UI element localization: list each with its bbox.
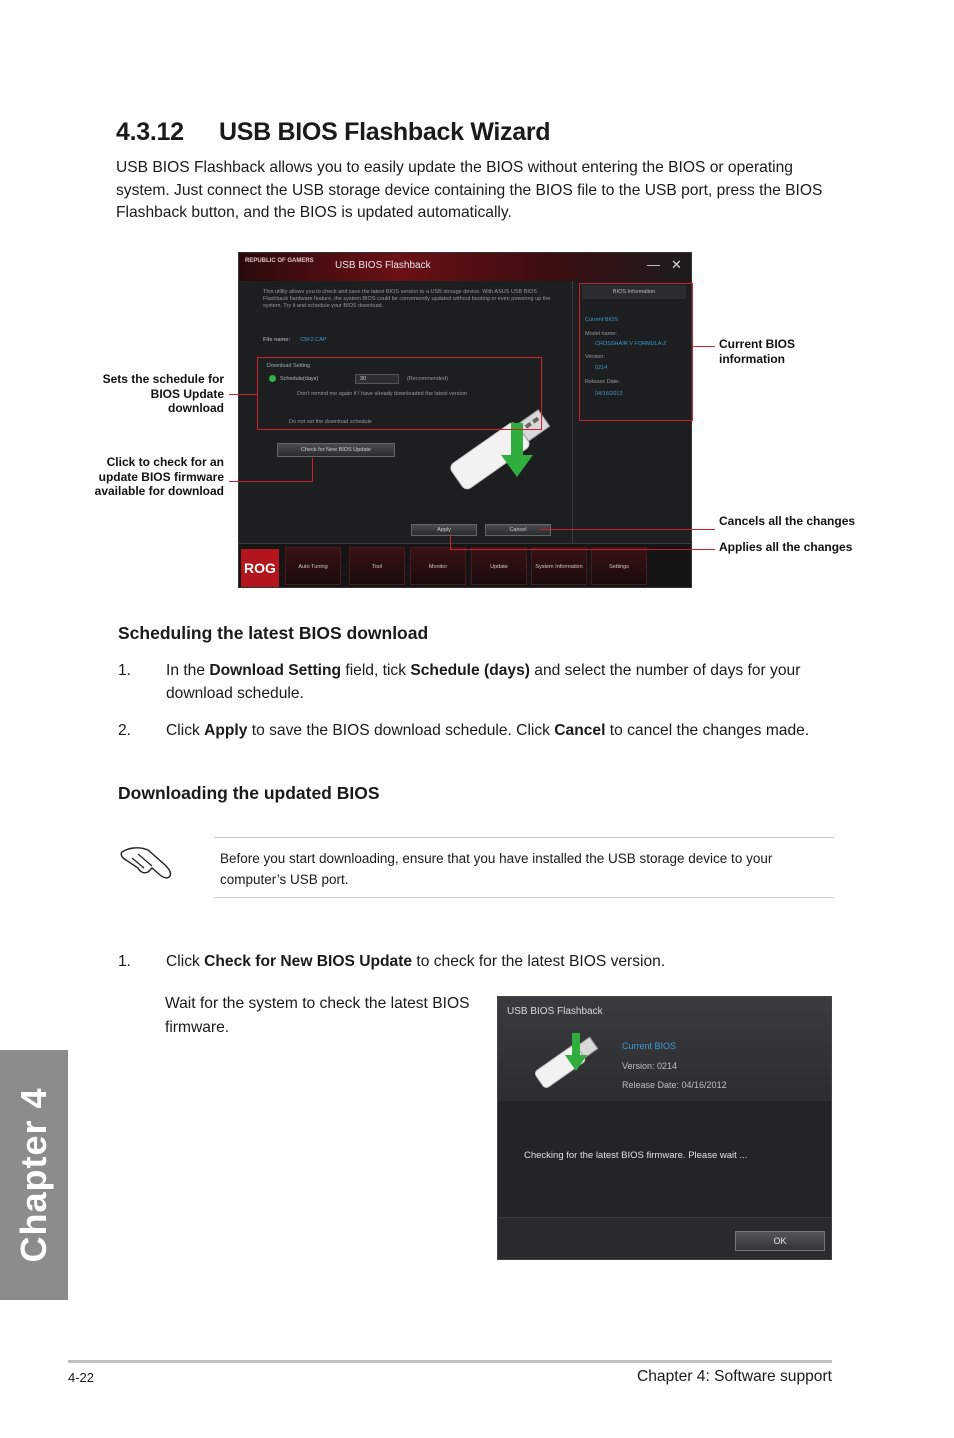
step-text: In the Download Setting field, tick Schedule (days) and select the number of days for your download schedule. xyxy=(166,662,801,702)
file-name-row xyxy=(263,337,327,343)
model-name-value: CROSSHAIR V FORMULA-Z xyxy=(595,341,667,347)
ok-button[interactable]: OK xyxy=(735,1231,825,1251)
section-number: 4.3.12 xyxy=(116,118,184,146)
do-not-set-option[interactable]: Do not set the download schedule xyxy=(289,419,372,425)
nav-update[interactable]: Update xyxy=(471,547,527,585)
note-bottom-rule xyxy=(214,897,834,898)
rog-menu-button[interactable] xyxy=(241,549,279,587)
file-name-label: File name: xyxy=(263,337,291,343)
rog-logo: REPUBLIC OF GAMERS xyxy=(245,258,314,264)
callout-cancel: Cancels all the changes xyxy=(719,514,856,528)
nav-monitor[interactable]: Monitor xyxy=(410,547,466,585)
release-date-text: Release Date: 04/16/2012 xyxy=(622,1080,727,1090)
scheduling-step-2 xyxy=(118,720,838,766)
panel-divider xyxy=(572,281,573,543)
footer-chapter-title: Chapter 4: Software support xyxy=(636,1368,832,1385)
callout-current-line xyxy=(693,346,715,347)
note-top-rule xyxy=(214,837,834,838)
file-name-value: C5F2.CAP xyxy=(300,337,327,343)
schedule-days-select[interactable]: 30 xyxy=(355,374,399,384)
bios-information-highlight xyxy=(579,283,693,421)
page-number: 4-22 xyxy=(68,1370,95,1385)
release-date-value: 04/16/2013 xyxy=(595,391,623,397)
rog-menu-label: ROG xyxy=(244,560,276,576)
nav-system-information[interactable]: System Information xyxy=(531,547,587,585)
dialog-title: USB BIOS Flashback xyxy=(507,1006,603,1017)
step-text: Click Apply to save the BIOS download schedule. Click Cancel to cancel the changes made. xyxy=(166,722,810,739)
callout-check-line-h xyxy=(229,481,313,482)
downloading-heading: Downloading the updated BIOS xyxy=(118,783,380,803)
callout-schedule-line xyxy=(229,394,257,395)
remind-checkbox-label[interactable]: Don't remind me again if I have already downloaded the latest version xyxy=(297,391,467,397)
chapter-tab-label: Chapter 4 xyxy=(13,1087,54,1263)
note-text: Before you start downloading, ensure that you have installed the USB storage device to your computer’s USB port. xyxy=(220,851,773,887)
download-setting-label: Download Setting xyxy=(267,363,311,369)
step-number: 1. xyxy=(118,953,132,970)
callout-cancel-line xyxy=(540,529,715,530)
note-hand-icon xyxy=(118,838,176,882)
version-label: Version: xyxy=(585,354,605,360)
utility-description: This utility allows you to check and save the latest BIOS version to a USB storage device. With ASUS USB BIOS Flashback hardware feature, the system BIOS could be conveniently updated without booting or even powering up the system. Try it and schedule your BIOS download. xyxy=(263,289,551,309)
intro-paragraph: USB BIOS Flashback allows you to easily update the BIOS without entering the BIOS or operating system. Just connect the USB storage device containing the BIOS file to the USB port, press the BIOS Flashback button, and the BIOS is updated automatically. xyxy=(116,159,823,221)
callout-apply-line-h xyxy=(450,549,715,550)
scheduling-step-1 xyxy=(118,660,838,706)
callout-check: Click to check for an update BIOS firmware available for download xyxy=(94,455,224,498)
wait-text: Wait for the system to check the latest BIOS firmware. xyxy=(165,995,470,1036)
nav-settings[interactable]: Settings xyxy=(591,547,647,585)
version-text: Version: 0214 xyxy=(622,1061,678,1071)
current-bios-label: Current BIOS xyxy=(622,1041,677,1051)
callout-check-line-v xyxy=(312,458,313,482)
footer-rule xyxy=(68,1360,832,1363)
downloading-step-1 xyxy=(118,951,838,975)
checking-message: Checking for the latest BIOS firmware. Please wait ... xyxy=(524,1150,748,1161)
checking-bios-dialog xyxy=(497,996,832,1260)
recommended-label: (Recommended) xyxy=(407,376,448,382)
section-title xyxy=(116,118,550,147)
cancel-button[interactable]: Cancel xyxy=(485,524,551,536)
section-heading: USB BIOS Flashback Wizard xyxy=(219,118,551,146)
version-value: 0214 xyxy=(595,365,608,371)
apply-button[interactable]: Apply xyxy=(411,524,477,536)
bios-information-header: BIOS Information xyxy=(582,285,686,299)
schedule-label: Schedule(days) xyxy=(280,375,319,382)
step-text: Click Check for New BIOS Update to check for the latest BIOS version. xyxy=(166,953,666,970)
usb-drive-icon xyxy=(520,1023,610,1095)
callout-apply-line-v xyxy=(450,534,451,550)
check-for-new-bios-update-button[interactable]: Check for New BIOS Update xyxy=(277,443,395,457)
step-number: 2. xyxy=(118,722,132,739)
scheduling-heading: Scheduling the latest BIOS download xyxy=(118,623,429,643)
release-date-label: Release Date: xyxy=(585,379,620,385)
model-name-label: Model name: xyxy=(585,331,617,337)
nav-auto-tuning[interactable]: Auto Tuning xyxy=(285,547,341,585)
close-button[interactable]: ✕ xyxy=(671,257,682,272)
step-number: 1. xyxy=(118,662,132,679)
window-title: USB BIOS Flashback xyxy=(335,260,431,271)
download-setting-highlight xyxy=(257,357,542,430)
nav-tool[interactable]: Tool xyxy=(349,547,405,585)
callout-schedule: Sets the schedule for BIOS Update download xyxy=(102,372,224,415)
current-bios-label: Current BIOS xyxy=(585,317,619,323)
minimize-button[interactable]: — xyxy=(647,257,660,272)
callout-apply: Applies all the changes xyxy=(719,540,853,554)
callout-current-bios: Current BIOS information xyxy=(719,337,796,366)
